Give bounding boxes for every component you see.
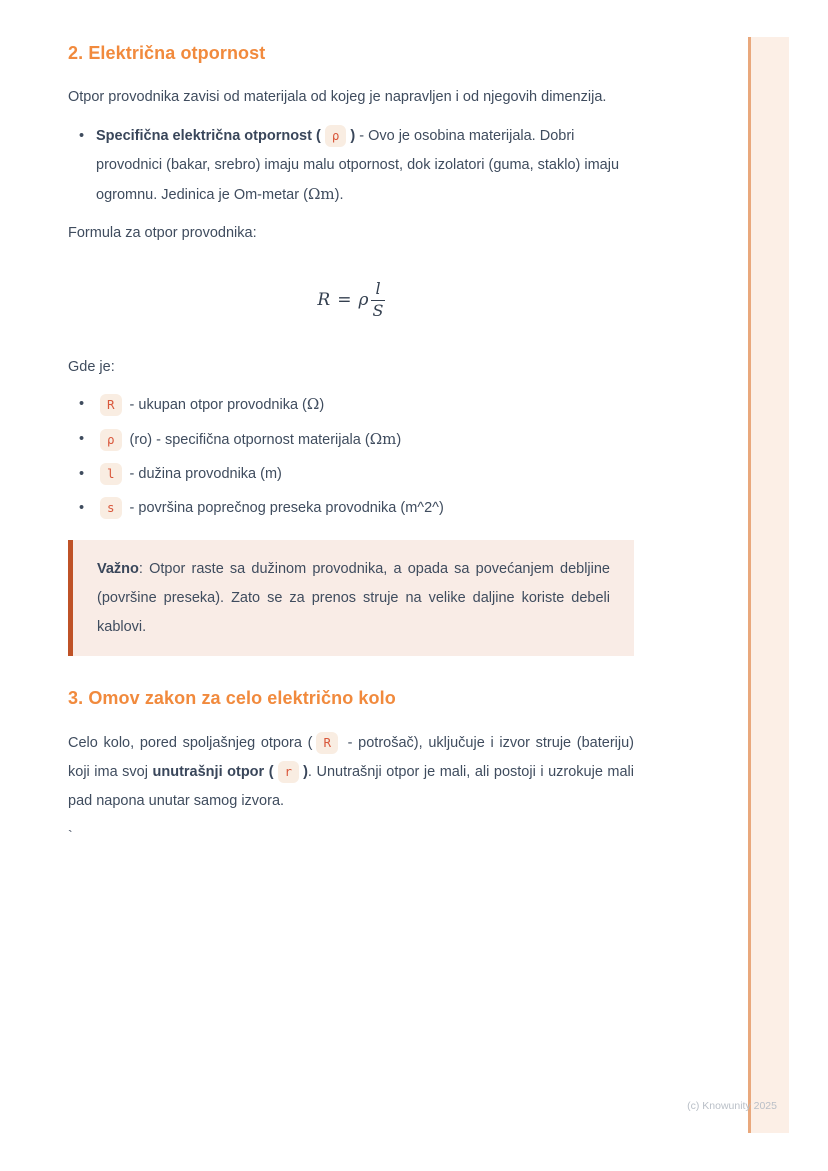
para-text-end: . Unutrašnji otpor je mali, ali postoji i uzrokuje mali pad napona unutar samog izvora. — [68, 764, 635, 809]
bullet-bold-lead: Specifična električna otpornost ( — [96, 128, 321, 144]
l-code-badge: l — [100, 463, 122, 485]
para-text: Celo kolo, pored spoljašnjeg otpora ( — [68, 735, 313, 751]
variables-list — [68, 390, 634, 523]
rho-code-badge: ρ — [100, 429, 122, 451]
section3-paragraph — [68, 729, 634, 816]
stray-backtick: ` — [68, 827, 73, 843]
omega-unit: Ω — [306, 395, 320, 413]
fraction-numerator: l — [371, 280, 384, 300]
list-item — [68, 494, 634, 523]
document-content — [68, 0, 634, 850]
var-description: (ro) - specifična otpornost materijala ( — [125, 432, 370, 448]
omega-unit: Ωm — [307, 185, 335, 203]
omega-unit: Ωm — [369, 430, 397, 448]
var-description-end: ) — [396, 432, 402, 448]
var-description-end: ) — [319, 397, 325, 413]
bullet-bold-close: ) — [350, 128, 356, 144]
list-item — [68, 460, 634, 489]
formula-fraction — [371, 280, 384, 320]
important-callout — [68, 540, 634, 656]
var-description: - dužina provodnika (m) — [125, 466, 282, 482]
where-label: Gde je: — [68, 359, 115, 375]
rho-code-badge: ρ — [325, 125, 347, 147]
list-item — [68, 390, 634, 420]
para-text: - potrošač), uključuje i izvor struje (bateriju) koji ima svoj — [68, 735, 634, 780]
fraction-denominator: S — [372, 300, 384, 320]
bullet-text-end: ). — [334, 187, 344, 203]
section3-heading: 3. Omov zakon za celo električno kolo — [68, 688, 396, 708]
r-code-badge: r — [278, 761, 300, 783]
formula-rho: ρ — [358, 290, 369, 310]
var-description: - ukupan otpor provodnika ( — [125, 397, 307, 413]
resistance-formula — [68, 276, 634, 324]
R-code-badge: R — [100, 394, 122, 416]
para-bold-lead: unutrašnji otpor ( — [152, 764, 274, 780]
R-code-badge: R — [316, 732, 338, 754]
list-item — [68, 425, 634, 455]
para-bold-close: ) — [303, 764, 308, 780]
callout-bold-lead: Važno — [97, 561, 139, 577]
formula-equals: = — [337, 290, 352, 310]
section2-heading: 2. Električna otpornost — [68, 43, 266, 63]
section2-intro-paragraph: Otpor provodnika zavisi od materijala od kojeg je napravljen i od njegovih dimenzija. — [68, 89, 607, 105]
specific-resistance-list — [68, 122, 634, 210]
bullet-text: - Ovo je osobina materijala. Dobri provodnici (bakar, srebro) imaju malu otpornost, dok izolatori (guma, staklo) imaju ogromnu. Jedinica je Om-metar ( — [96, 128, 620, 203]
callout-text: : Otpor raste sa dužinom provodnika, a opada sa povećanjem debljine (površine preseka). Zato se za prenos struje na velike daljine koriste debeli kablovi. — [97, 561, 610, 635]
callout-paragraph — [97, 555, 610, 642]
s-code-badge: s — [100, 497, 122, 519]
formula-label: Formula za otpor provodnika: — [68, 225, 257, 241]
var-description: - površina poprečnog preseka provodnika (m^2^) — [125, 500, 444, 516]
formula-lhs: R — [317, 290, 331, 310]
footer-credit: (c) Knowunity 2025 — [687, 1100, 777, 1112]
list-item — [68, 122, 634, 210]
page-edge-stripe — [748, 37, 789, 1133]
